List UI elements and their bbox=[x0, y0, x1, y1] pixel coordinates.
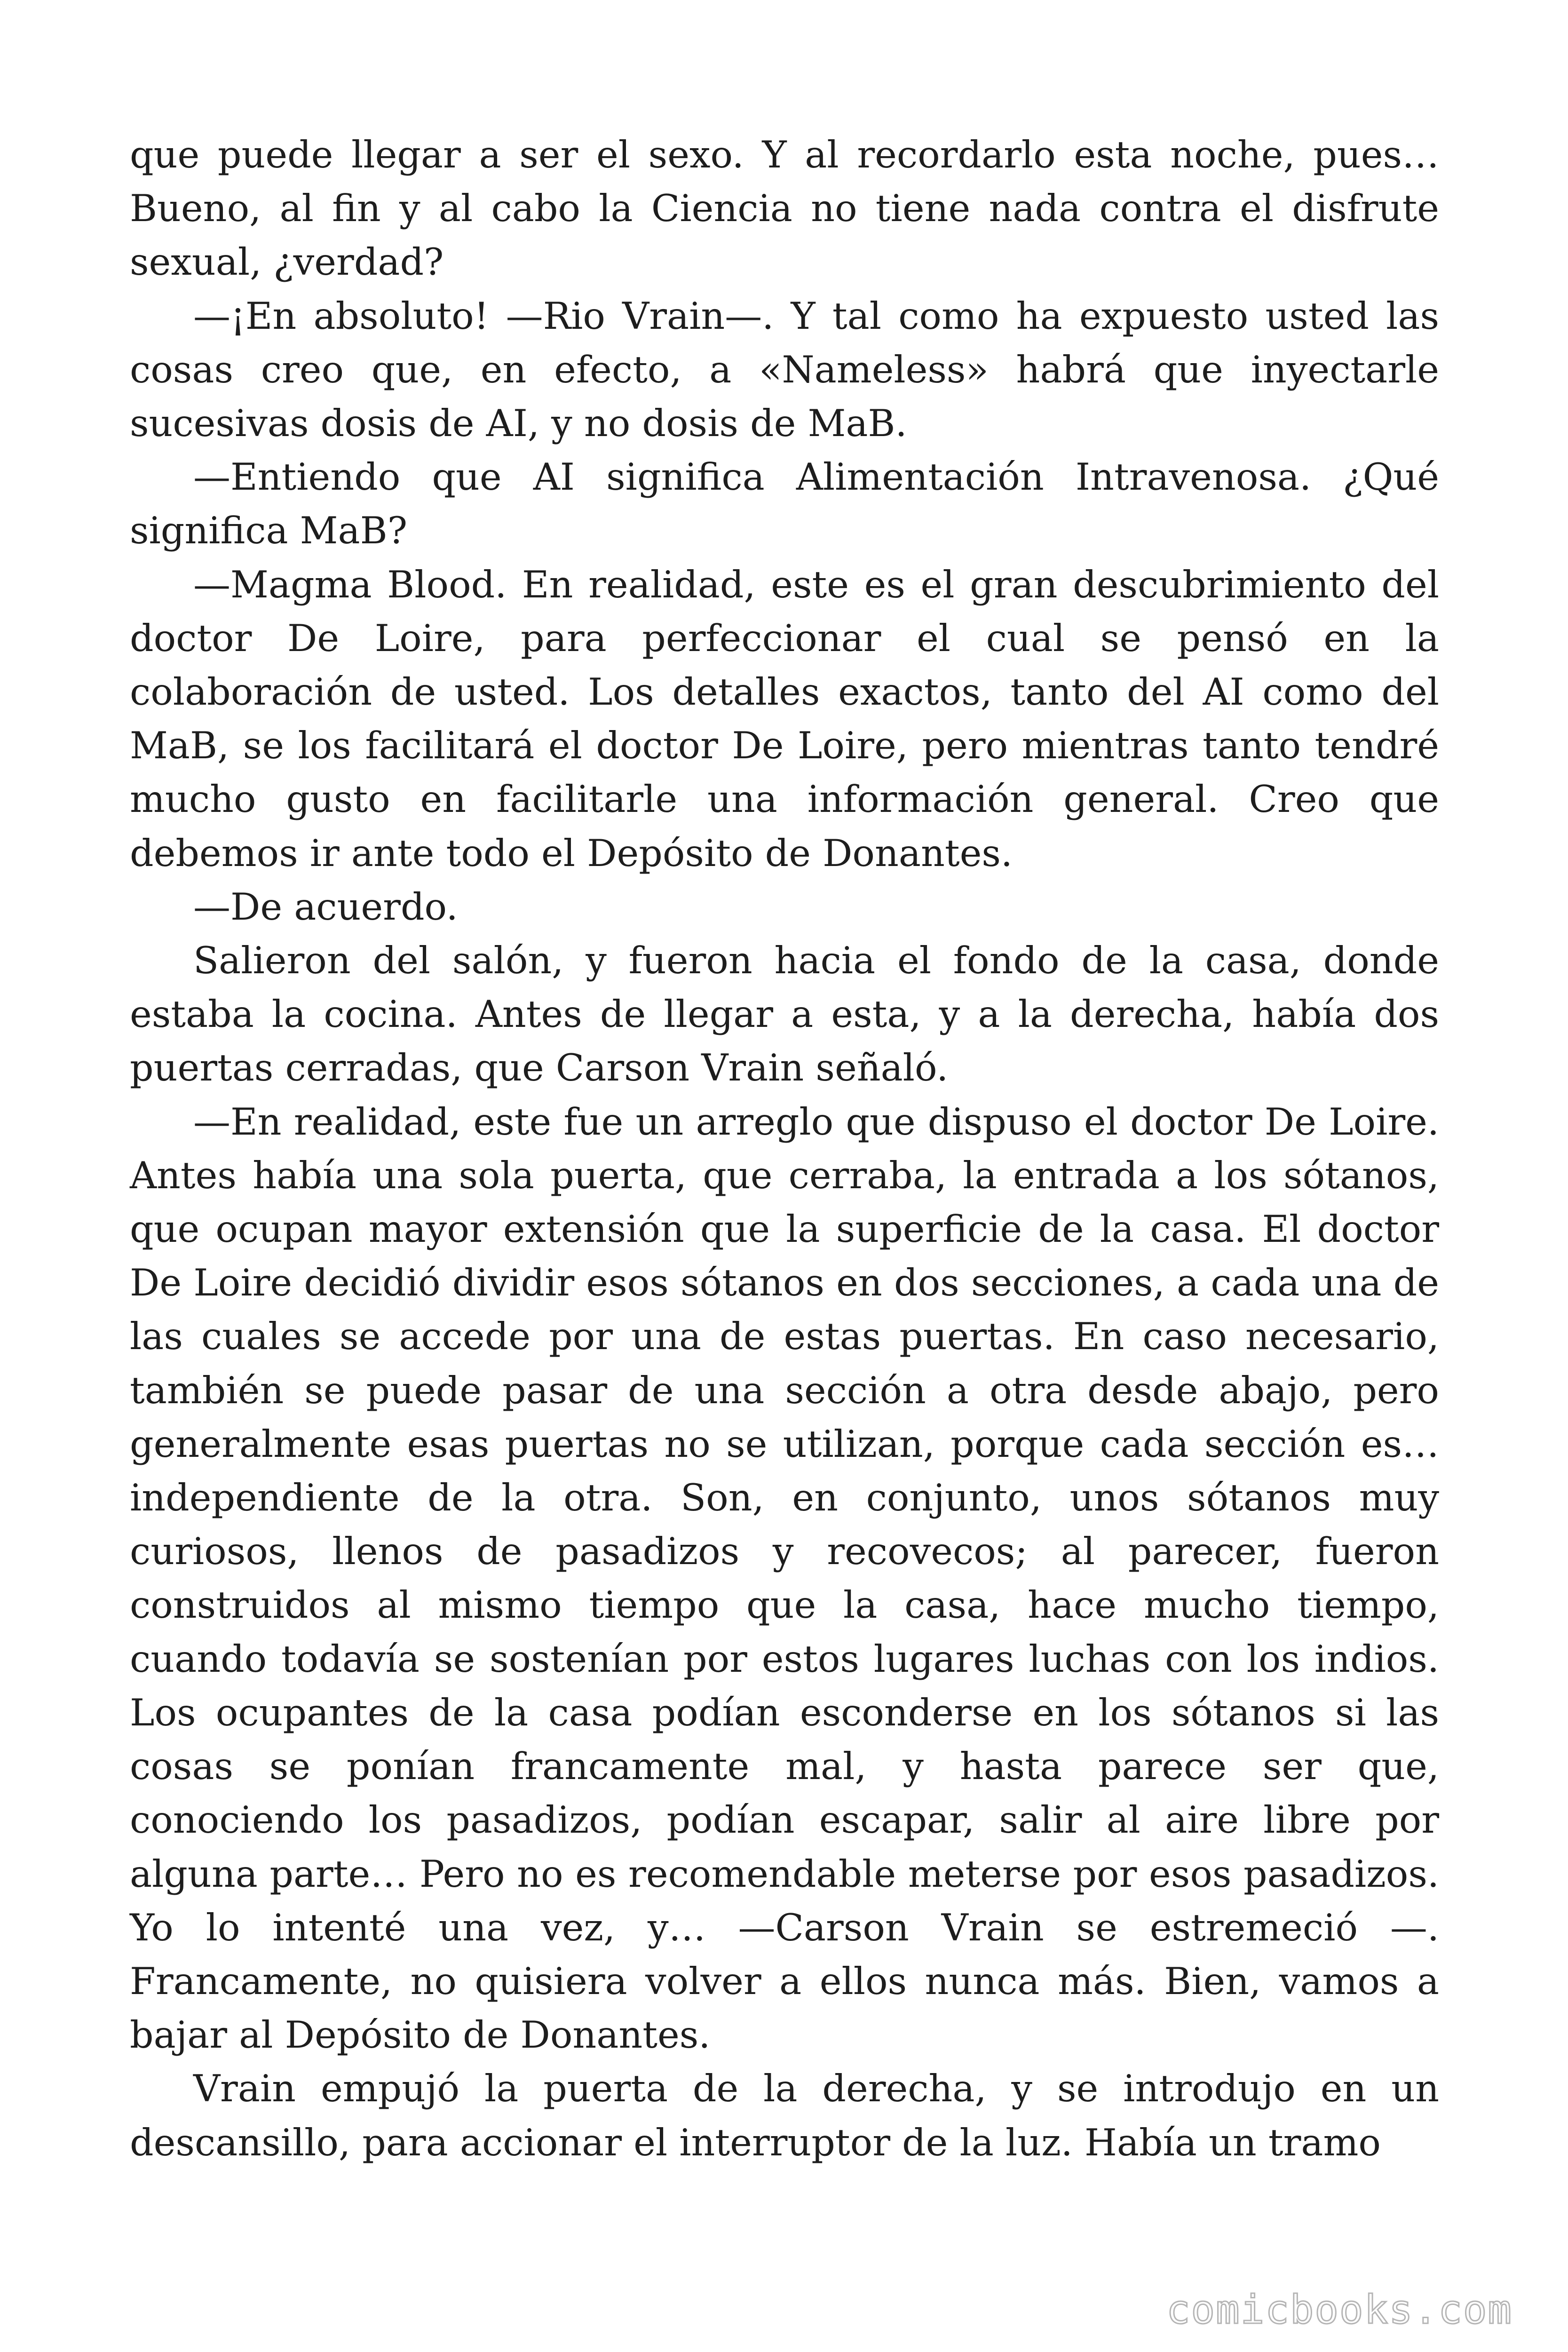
paragraph-6: Salieron del salón, y fueron hacia el fondo de la casa, donde estaba la cocina. Antes de llegar a esta, y a la derecha, había dos puertas cerradas, que Carson Vrain señaló. bbox=[130, 939, 1439, 1090]
watermark: comicbooks.com bbox=[1166, 2287, 1513, 2333]
paragraph-2: —¡En absoluto! —Rio Vrain—. Y tal como ha expuesto usted las cosas creo que, en efecto, a «Nameless» habrá que inyectarle sucesivas dosis de AI, y no dosis de MaB. bbox=[130, 294, 1439, 445]
paragraph-5: —De acuerdo. bbox=[193, 885, 458, 929]
paragraph-8: Vrain empujó la puerta de la derecha, y se introdujo en un descansillo, para accionar el interruptor de la luz. Había un tramo bbox=[130, 2067, 1439, 2164]
paragraph-7: —En realidad, este fue un arreglo que dispuso el doctor De Loire. Antes había una sola puerta, que cerraba, la entrada a los sótanos, que ocupan mayor extensión que la superficie de la casa. El doctor De Loire decidió dividir esos sótanos en dos secciones, a cada una de las cuales se accede por una de estas puertas. En caso necesario, también se puede pasar de una sección a otra desde abajo, pero generalmente esas puertas no se utilizan, porque cada sección es… independiente de la otra. Son, en conjunto, unos sótanos muy curiosos, llenos de pasadizos y recovecos; al parecer, fueron construidos al mismo tiempo que la casa, hace mucho tiempo, cuando todavía se sostenían por estos lugares luchas con los indios. Los ocupantes de la casa podían esconderse en los sótanos si las cosas se ponían francamente mal, y hasta parece ser que, conociendo los pasadizos, podían escapar, salir al aire libre por alguna parte… Pero no es recomendable meterse por esos pasadizos. Yo lo intenté una vez, y… —Carson Vrain se estremeció —. Francamente, no quisiera volver a ellos nunca más. Bien, vamos a bajar al Depósito de Donantes. bbox=[130, 1100, 1439, 2057]
paragraph-1: que puede llegar a ser el sexo. Y al recordarlo esta noche, pues… Bueno, al fin y al cabo la Ciencia no tiene nada contra el disfrute sexual, ¿verdad? bbox=[130, 133, 1439, 284]
paragraph-4: —Magma Blood. En realidad, este es el gran descubrimiento del doctor De Loire, para perfeccionar el cual se pensó en la colaboración de usted. Los detalles exactos, tanto del AI como del MaB, se los facilitará el doctor De Loire, pero mientras tanto tendré mucho gusto en facilitarle una información general. Creo que debemos ir ante todo el Depósito de Donantes. bbox=[130, 563, 1439, 875]
paragraph-3: —Entiendo que AI significa Alimentación Intravenosa. ¿Qué significa MaB? bbox=[130, 455, 1439, 553]
body-text bbox=[130, 128, 1439, 2169]
